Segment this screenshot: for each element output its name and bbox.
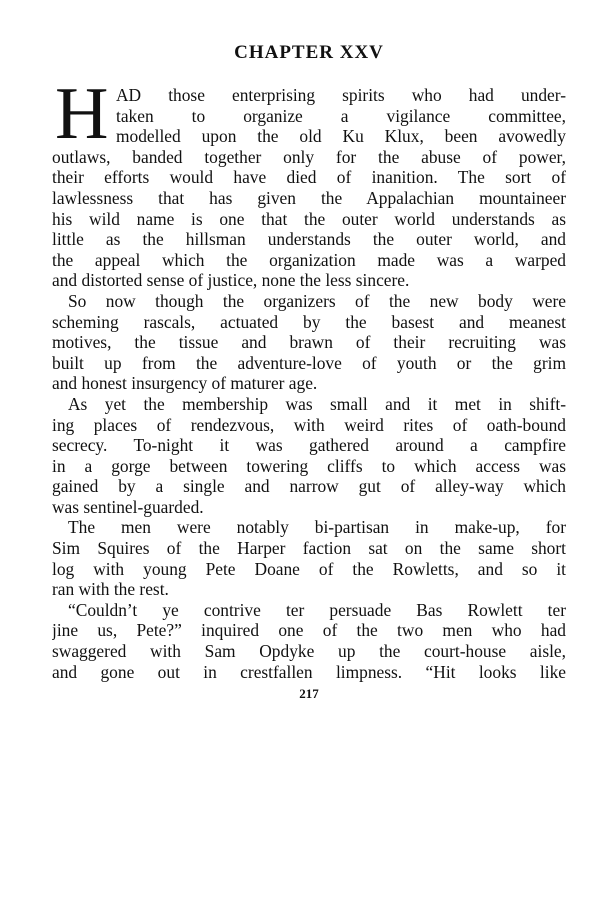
text-line: log with young Pete Doane of the Rowletts, and so it — [52, 558, 566, 579]
book-page — [52, 40, 566, 703]
text-line: “Couldn’t ye contrive ter persuade Bas Rowlett ter — [68, 599, 566, 620]
text-line: and distorted sense of justice, none the less sincere. — [52, 270, 410, 291]
text-line: motives, the tissue and brawn of their recruiting was — [52, 332, 566, 353]
text-line: swaggered with Sam Opdyke up the court-house aisle, — [52, 641, 566, 662]
text-line: ran with the rest. — [52, 579, 169, 600]
page-number: 217 — [299, 686, 319, 702]
text-line: scheming rascals, actuated by the basest and meanest — [52, 311, 566, 332]
body-text — [52, 73, 566, 682]
text-line: Sim Squires of the Harper faction sat on the same short — [52, 538, 566, 559]
text-line: was sentinel-guarded. — [52, 496, 204, 517]
text-line: lawlessness that has given the Appalachian mountaineer — [52, 187, 566, 208]
text-line: built up from the adventure-love of youth or the grim — [52, 352, 566, 373]
text-line: and honest insurgency of maturer age. — [52, 373, 318, 394]
paragraph-2 — [52, 291, 566, 394]
text-line: secrecy. To-night it was gathered around a campfire — [52, 435, 566, 456]
paragraph-3 — [52, 394, 566, 518]
text-line: the appeal which the organization made was a warped — [52, 249, 566, 270]
paragraph-1 — [52, 73, 566, 291]
text-line: their efforts would have died of inanition. The sort of — [52, 167, 566, 188]
paragraph-4 — [52, 517, 566, 599]
text-line: in a gorge between towering cliffs to which access was — [52, 455, 566, 476]
text-line: AD those enterprising spirits who had under- — [116, 85, 566, 105]
text-line: outlaws, banded together only for the abuse of power, — [52, 146, 566, 167]
text-line: jine us, Pete?” inquired one of the two men who had — [52, 620, 566, 641]
text-line: So now though the organizers of the new body were — [68, 290, 566, 311]
drop-cap: H — [55, 73, 109, 155]
text-line: and gone out in crestfallen limpness. “Hit looks like — [52, 661, 566, 682]
text-line: his wild name is one that the outer world understands as — [52, 208, 566, 229]
text-line: taken to organize a vigilance committee, — [116, 105, 566, 126]
text-line: ing places of rendezvous, with weird rites of oath-bound — [52, 414, 566, 435]
text-line: gained by a single and narrow gut of alley-way which — [52, 476, 566, 497]
paragraph-5 — [52, 600, 566, 682]
text-line: The men were notably bi-partisan in make-up, for — [68, 517, 566, 538]
chapter-title: CHAPTER XXV — [234, 42, 384, 63]
text-line: modelled upon the old Ku Klux, been avowedly — [116, 126, 566, 147]
text-line: As yet the membership was small and it met in shift- — [68, 393, 566, 414]
text-line: little as the hillsman understands the outer world, and — [52, 229, 566, 250]
